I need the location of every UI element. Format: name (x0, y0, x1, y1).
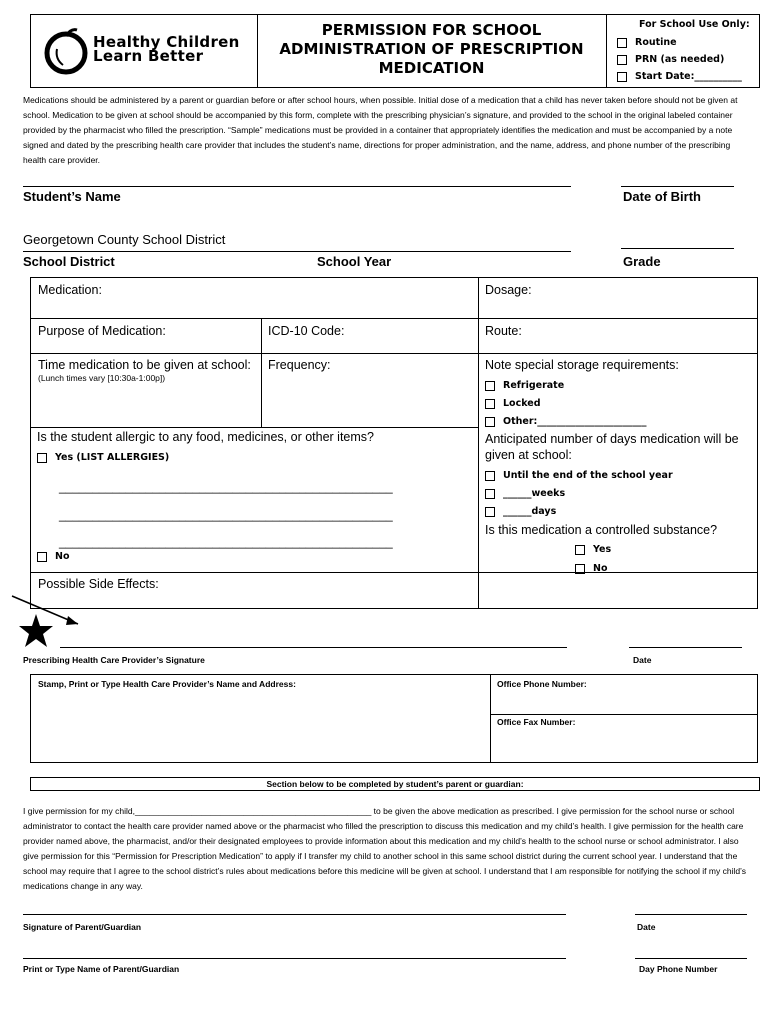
locked-label: Locked (503, 398, 541, 409)
frequency-field[interactable] (261, 353, 479, 428)
school-district-value[interactable]: Georgetown County School District (23, 232, 226, 247)
student-name-label: Student’s Name (23, 189, 121, 204)
allergy-no-checkbox[interactable] (37, 552, 47, 562)
side-effects-right (478, 572, 758, 609)
dosage-label: Dosage: (485, 283, 532, 297)
title-line: MEDICATION (378, 59, 485, 77)
until-end-checkbox[interactable] (485, 471, 495, 481)
parent-signature-label: Signature of Parent/Guardian (23, 922, 142, 932)
form-header (30, 14, 760, 88)
school-use-box (607, 15, 759, 87)
route-label: Route: (485, 324, 522, 338)
parent-date-label: Date (637, 922, 656, 932)
parent-print-name-line[interactable] (23, 958, 566, 959)
days-question-line2: given at school: (485, 448, 572, 462)
purpose-label: Purpose of Medication: (38, 324, 166, 338)
allergy-no-label: No (55, 551, 70, 562)
district-line (23, 251, 571, 252)
storage-label: Note special storage requirements: (485, 358, 679, 372)
routine-checkbox[interactable] (617, 38, 627, 48)
provider-stamp-label: Stamp, Print or Type Health Care Provider’s Name and Address: (38, 679, 296, 689)
start-date-checkbox[interactable] (617, 72, 627, 82)
parent-signature-line[interactable] (23, 914, 566, 915)
school-district-label: School District (23, 254, 115, 269)
until-end-label: Until the end of the school year (503, 470, 673, 481)
allergy-question: Is the student allergic to any food, medicines, or other items? (37, 430, 374, 444)
logo-text-line2: Learn Better (93, 47, 204, 65)
days-field[interactable]: ______days (503, 506, 557, 517)
allergy-line-2[interactable]: __________________________________________________ (59, 508, 393, 522)
dob-label: Date of Birth (623, 189, 701, 204)
controlled-yes-label: Yes (593, 544, 612, 555)
time-label: Time medication to be given at school: (38, 358, 251, 372)
medication-field[interactable] (30, 277, 479, 319)
provider-date-line[interactable] (629, 647, 742, 648)
allergy-line-1[interactable]: __________________________________________________ (59, 480, 393, 494)
prn-label: PRN (as needed) (635, 54, 725, 65)
form-title (257, 15, 607, 87)
weeks-checkbox[interactable] (485, 489, 495, 499)
controlled-question: Is this medication a controlled substance? (485, 523, 718, 537)
parent-date-line[interactable] (635, 914, 747, 915)
controlled-yes-checkbox[interactable] (575, 545, 585, 555)
locked-checkbox[interactable] (485, 399, 495, 409)
star-arrow-icon (8, 590, 88, 650)
grade-line[interactable] (621, 248, 734, 249)
other-checkbox[interactable] (485, 417, 495, 427)
intro-paragraph: Medications should be administered by a parent or guardian before or after school hours, when possible. Initial dose of a medication that a child has never taken before should not be given at school. Medication to be given at school should be accompanied by this form, complete with the prescribing physician’s signature, and provided to the school in the original labeled container provided by the pharmacist who filled the prescription. “Sample” medications must be provided in a container that appropriately identifies the medication and must be accompanied by a note signed and dated by the prescribing health care provider that includes the student’s name, directions for proper administration, and the name, address, and phone number of the prescribing health care provider. (23, 95, 738, 165)
parent-phone-line[interactable] (635, 958, 747, 959)
refrigerate-checkbox[interactable] (485, 381, 495, 391)
title-line: ADMINISTRATION OF PRESCRIPTION (279, 40, 584, 58)
logo-text-line1: Healthy Children (93, 33, 240, 51)
grade-label: Grade (623, 254, 661, 269)
parent-phone-label: Day Phone Number (639, 964, 718, 974)
routine-label: Routine (635, 37, 677, 48)
refrigerate-label: Refrigerate (503, 380, 565, 391)
student-name-line[interactable] (23, 186, 571, 187)
allergy-yes-checkbox[interactable] (37, 453, 47, 463)
office-phone-field[interactable] (490, 674, 758, 715)
provider-signature-line[interactable] (60, 647, 567, 648)
days-checkbox[interactable] (485, 507, 495, 517)
allergy-line-3[interactable]: __________________________________________________ (59, 535, 393, 549)
icd-label: ICD-10 Code: (268, 324, 345, 338)
weeks-field[interactable]: ______weeks (503, 488, 566, 499)
controlled-no-label: No (593, 563, 608, 574)
side-effects-label: Possible Side Effects: (38, 577, 159, 591)
provider-date-label: Date (633, 655, 652, 665)
apple-logo-icon (41, 25, 91, 75)
days-question-line1: Anticipated number of days medication will be (485, 432, 739, 446)
parent-permission-text: I give permission for my child,__________________________________________________ to be given the above medication as prescribed. I give permission for the school nurse or school administrator to contact the health care provider named above or the pharmacist who filled the prescription to discuss this medication and my child’s health. I give permission for the health care provider named above, the pharmacist, and/or their designated employees to provide information about this medication and my child’s health to the school nurse or school administrator. I also give permission for this “Permission for Prescription Medication” to apply if I transfer my child to another school in this same school district during the current school year. I understand that the school may require that I agree to the school district’s rules about medications before this medicine will be given at school. I understand that I am responsible for notifying the school if my child’s medications change in any way. (23, 806, 747, 891)
right-column (478, 353, 758, 609)
office-fax-field[interactable] (490, 714, 758, 763)
medication-label: Medication: (38, 283, 102, 297)
start-date-field[interactable]: Start Date:__________ (635, 71, 742, 82)
school-year-label: School Year (317, 254, 392, 269)
time-note: (Lunch times vary [10:30a-1:00p]) (38, 373, 166, 383)
allergy-section (30, 427, 479, 573)
parent-section-title: Section below to be completed by student’s parent or guardian: (30, 777, 760, 791)
dob-line[interactable] (621, 186, 734, 187)
school-use-title: For School Use Only: (639, 19, 750, 30)
allergy-yes-label: Yes (LIST ALLERGIES) (55, 452, 170, 463)
frequency-label: Frequency: (268, 358, 331, 372)
office-fax-label: Office Fax Number: (497, 717, 576, 727)
time-field[interactable] (30, 353, 262, 428)
provider-signature-label: Prescribing Health Care Provider’s Signature (23, 655, 205, 665)
icd-field[interactable] (261, 318, 479, 354)
provider-stamp-field[interactable] (30, 674, 491, 763)
other-field[interactable]: Other:_______________________ (503, 416, 647, 427)
side-effects-field[interactable] (30, 572, 479, 609)
office-phone-label: Office Phone Number: (497, 679, 587, 689)
dosage-field[interactable] (478, 277, 758, 319)
logo (31, 15, 258, 87)
prn-checkbox[interactable] (617, 55, 627, 65)
route-field[interactable] (478, 318, 758, 354)
purpose-field[interactable] (30, 318, 262, 354)
parent-print-name-label: Print or Type Name of Parent/Guardian (23, 964, 180, 974)
title-line: PERMISSION FOR SCHOOL (321, 21, 542, 39)
